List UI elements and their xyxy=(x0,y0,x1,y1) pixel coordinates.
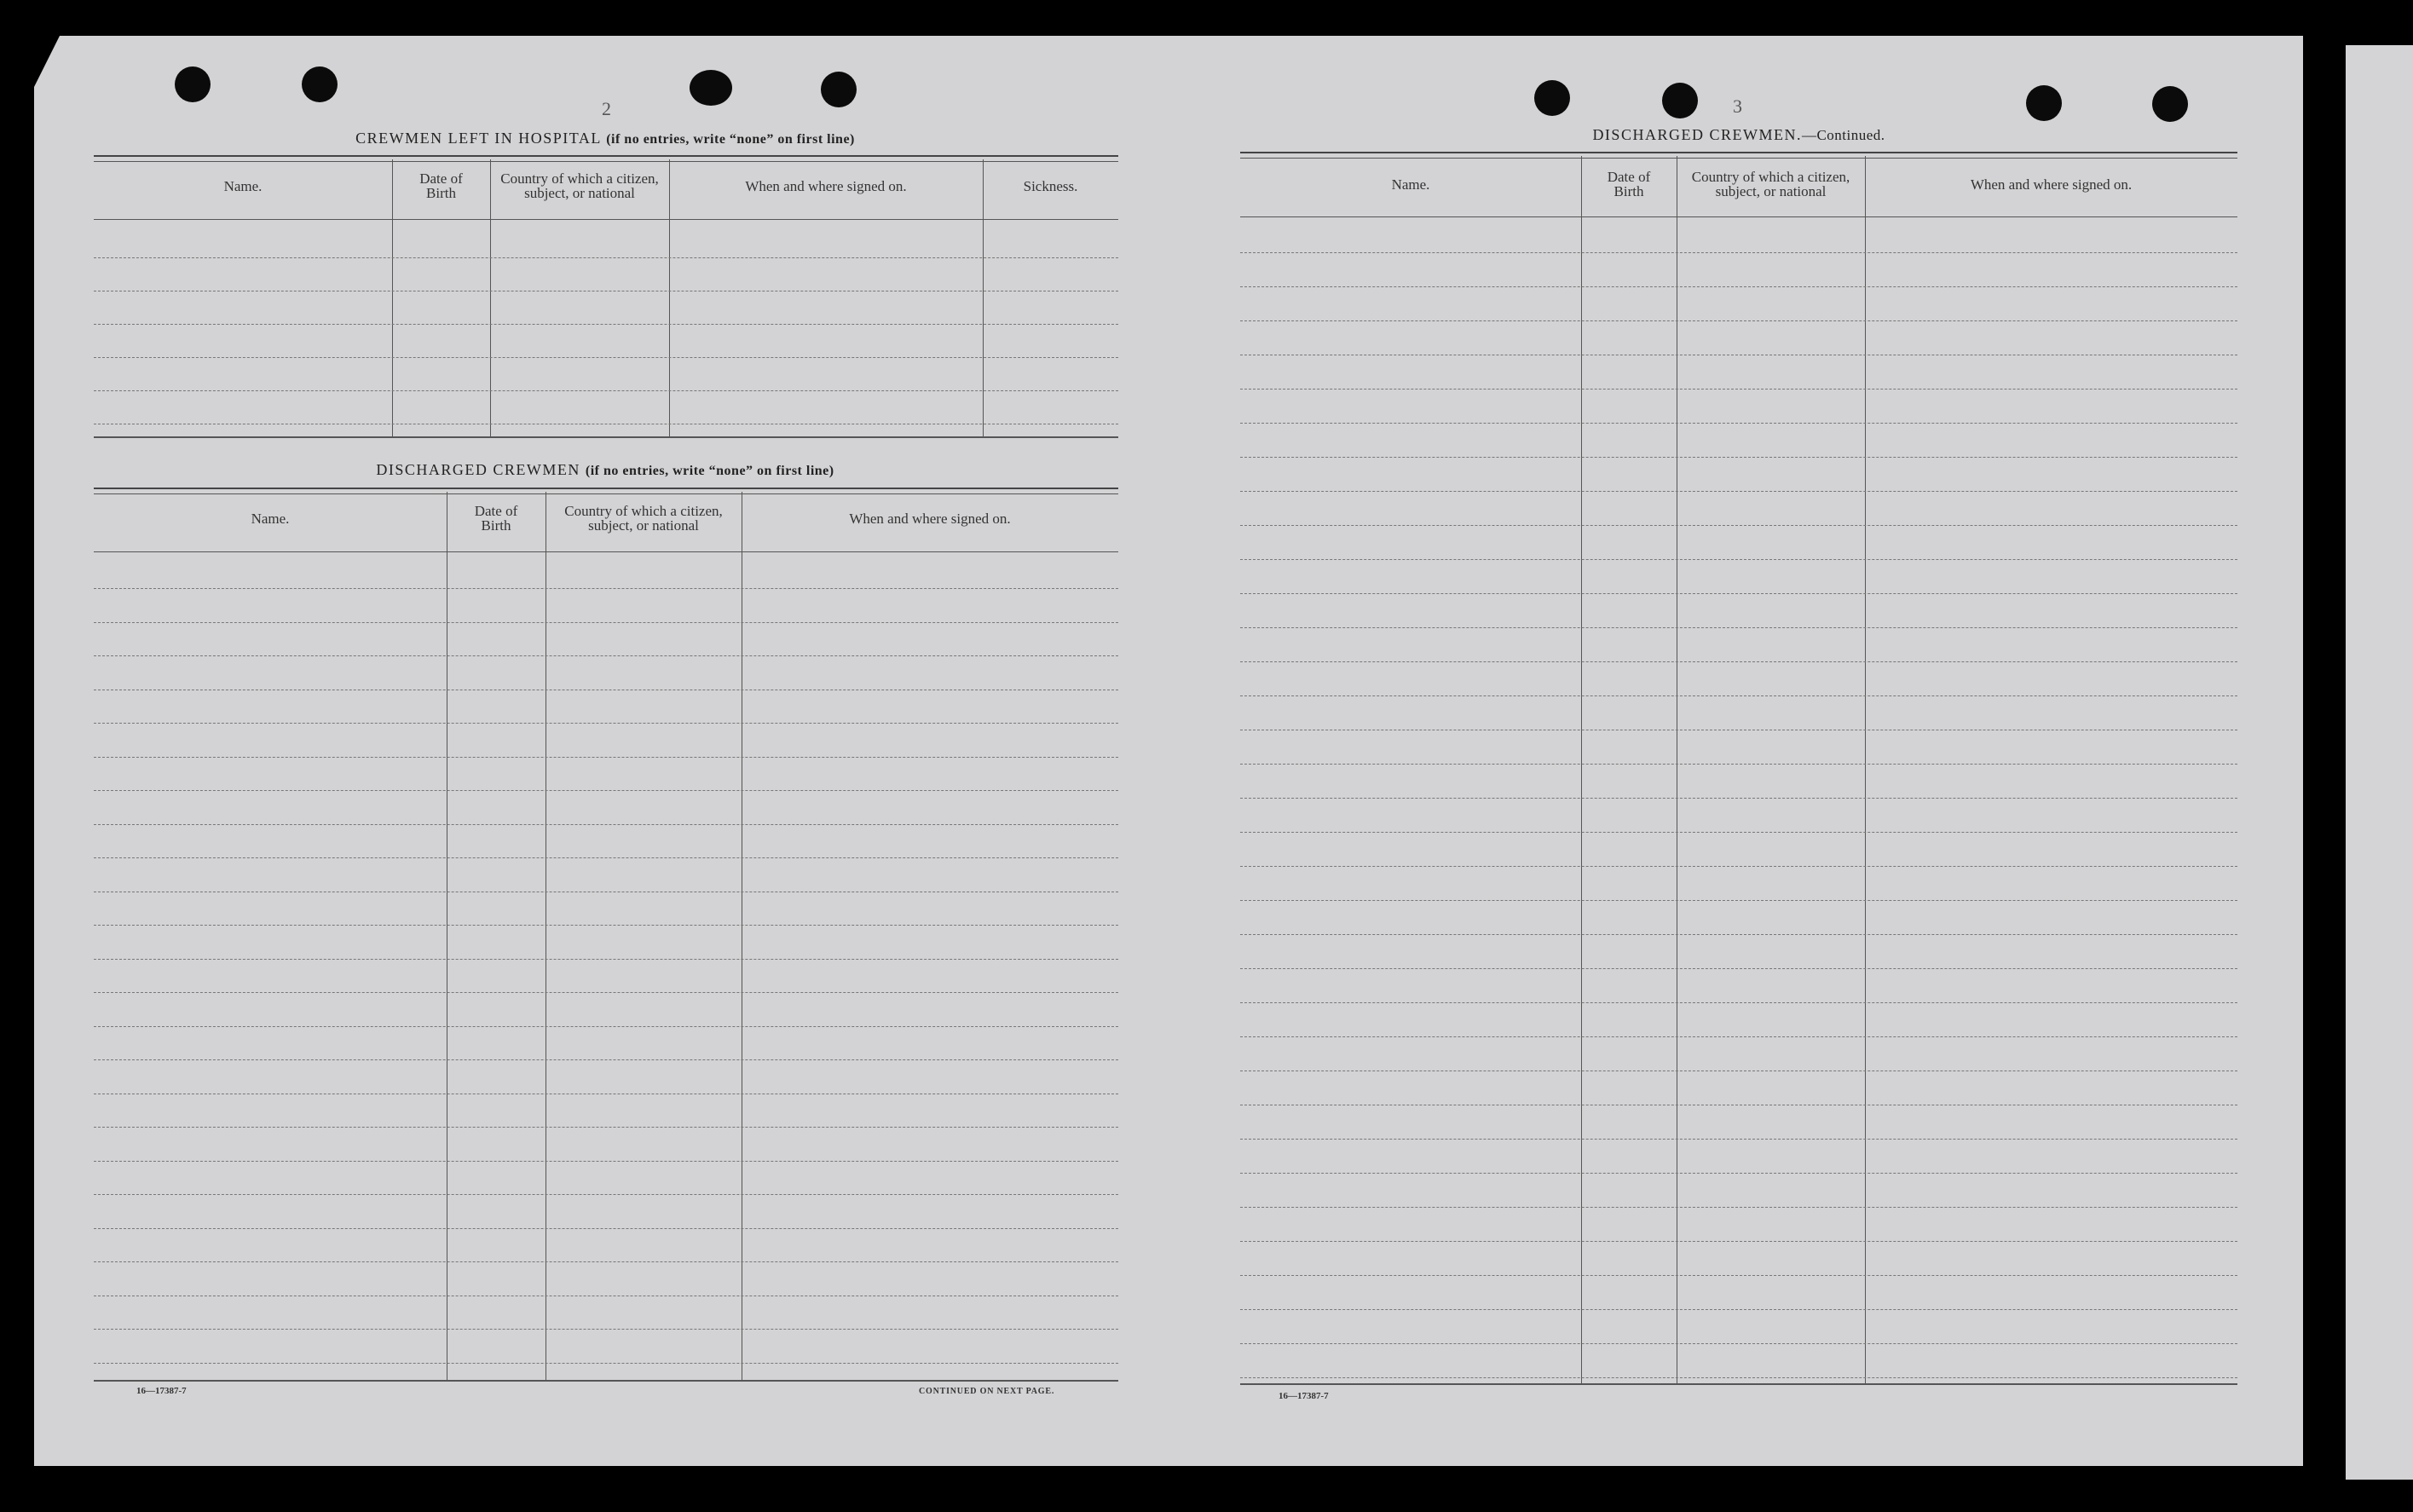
hospital-col-name: Name. xyxy=(223,177,263,194)
blank-entry-line xyxy=(1240,1309,2237,1310)
blank-entry-line xyxy=(1240,1173,2237,1174)
blank-entry-line xyxy=(94,790,1118,791)
blank-entry-line xyxy=(1240,1241,2237,1242)
discharged-continued-title-text: DISCHARGED CREWMEN. xyxy=(1592,126,1802,143)
blank-entry-line xyxy=(94,757,1118,758)
discharged-title-text: DISCHARGED CREWMEN xyxy=(376,461,580,478)
discharged-section-title xyxy=(94,461,1117,479)
discharged-col-date-of-birth: Date of Birth xyxy=(474,503,518,534)
discharged-table xyxy=(94,488,1118,1380)
blank-entry-line xyxy=(1240,764,2237,765)
blank-entry-line xyxy=(94,992,1118,993)
right-col-when-where: When and where signed on. xyxy=(1970,176,2133,193)
blank-entry-line xyxy=(1240,423,2237,424)
punch-hole xyxy=(1534,80,1570,116)
blank-entry-line xyxy=(1240,1377,2237,1378)
blank-entry-line xyxy=(94,1329,1118,1330)
blank-entry-line xyxy=(1240,491,2237,492)
blank-entry-line xyxy=(1240,798,2237,799)
blank-entry-line xyxy=(94,357,1118,358)
blank-entry-line xyxy=(1240,627,2237,628)
blank-entry-line xyxy=(1240,1207,2237,1208)
blank-entry-line xyxy=(94,959,1118,960)
hospital-title-text: CREWMEN LEFT IN HOSPITAL xyxy=(355,130,602,147)
blank-entry-line xyxy=(94,1059,1118,1060)
discharged-col-country: Country of which a citizen, subject, or national xyxy=(564,503,723,534)
blank-entry-line xyxy=(94,925,1118,926)
punch-hole xyxy=(2026,85,2062,121)
hospital-col-sickness: Sickness. xyxy=(1023,177,1078,194)
punch-hole xyxy=(2152,86,2188,122)
blank-entry-line xyxy=(1240,661,2237,662)
discharged-instruction: (if no entries, write “none” on first line) xyxy=(585,464,834,478)
blank-entry-line xyxy=(94,824,1118,825)
blank-entry-line xyxy=(94,1363,1118,1364)
blank-entry-line xyxy=(94,1194,1118,1195)
blank-entry-line xyxy=(1240,900,2237,901)
blank-entry-line xyxy=(94,390,1118,391)
blank-entry-line xyxy=(1240,593,2237,594)
blank-entry-line xyxy=(1240,1343,2237,1344)
discharged-continued-suffix: —Continued. xyxy=(1801,127,1885,143)
form-number-right: 16—17387-7 xyxy=(1279,1391,1329,1401)
blank-entry-line xyxy=(1240,286,2237,287)
discharged-col-when-where: When and where signed on. xyxy=(849,510,1011,527)
blank-entry-line xyxy=(1240,389,2237,390)
discharged-continued-title xyxy=(1240,126,2237,144)
blank-entry-line xyxy=(94,1127,1118,1128)
punch-hole xyxy=(690,70,732,106)
blank-entry-line xyxy=(94,1026,1118,1027)
blank-entry-line xyxy=(94,655,1118,656)
hospital-section-title xyxy=(94,130,1117,147)
blank-entry-line xyxy=(1240,968,2237,969)
hospital-col-date-of-birth: Date of Birth xyxy=(419,170,463,201)
next-page-edge xyxy=(2346,45,2413,1480)
blank-entry-line xyxy=(94,588,1118,589)
blank-entry-line xyxy=(1240,525,2237,526)
blank-entry-line xyxy=(1240,457,2237,458)
continued-note: CONTINUED ON NEXT PAGE. xyxy=(919,1387,1055,1396)
punch-hole xyxy=(821,72,857,107)
blank-entry-line xyxy=(1240,559,2237,560)
right-col-country: Country of which a citizen, subject, or national xyxy=(1691,169,1850,199)
discharged-col-name: Name. xyxy=(251,510,290,527)
blank-entry-line xyxy=(94,324,1118,325)
blank-entry-line xyxy=(94,1261,1118,1262)
blank-entry-line xyxy=(1240,695,2237,696)
punch-hole xyxy=(1662,83,1698,118)
blank-entry-line xyxy=(1240,832,2237,833)
blank-entry-line xyxy=(1240,934,2237,935)
page-number-left: 2 xyxy=(602,98,611,119)
blank-entry-line xyxy=(1240,1036,2237,1037)
hospital-col-when-where: When and where signed on. xyxy=(745,177,907,194)
punch-hole xyxy=(175,66,211,102)
right-col-name: Name. xyxy=(1391,176,1430,193)
blank-entry-line xyxy=(94,857,1118,858)
hospital-instruction: (if no entries, write “none” on first line) xyxy=(606,132,855,147)
blank-entry-line xyxy=(94,723,1118,724)
hospital-col-country: Country of which a citizen, subject, or national xyxy=(500,170,659,201)
blank-entry-line xyxy=(1240,252,2237,253)
blank-entry-line xyxy=(1240,320,2237,321)
blank-entry-line xyxy=(1240,866,2237,867)
blank-entry-line xyxy=(94,1228,1118,1229)
page-number-right: 3 xyxy=(1733,95,1742,117)
form-number-left: 16—17387-7 xyxy=(136,1386,187,1396)
blank-entry-line xyxy=(1240,1002,2237,1003)
blank-entry-line xyxy=(1240,1139,2237,1140)
blank-entry-line xyxy=(94,622,1118,623)
punch-hole xyxy=(302,66,338,102)
blank-entry-line xyxy=(1240,1275,2237,1276)
discharged-continued-table xyxy=(1240,152,2237,1383)
blank-entry-line xyxy=(94,257,1118,258)
blank-entry-line xyxy=(94,1161,1118,1162)
hospital-table xyxy=(94,155,1118,436)
right-col-date-of-birth: Date of Birth xyxy=(1607,169,1651,199)
